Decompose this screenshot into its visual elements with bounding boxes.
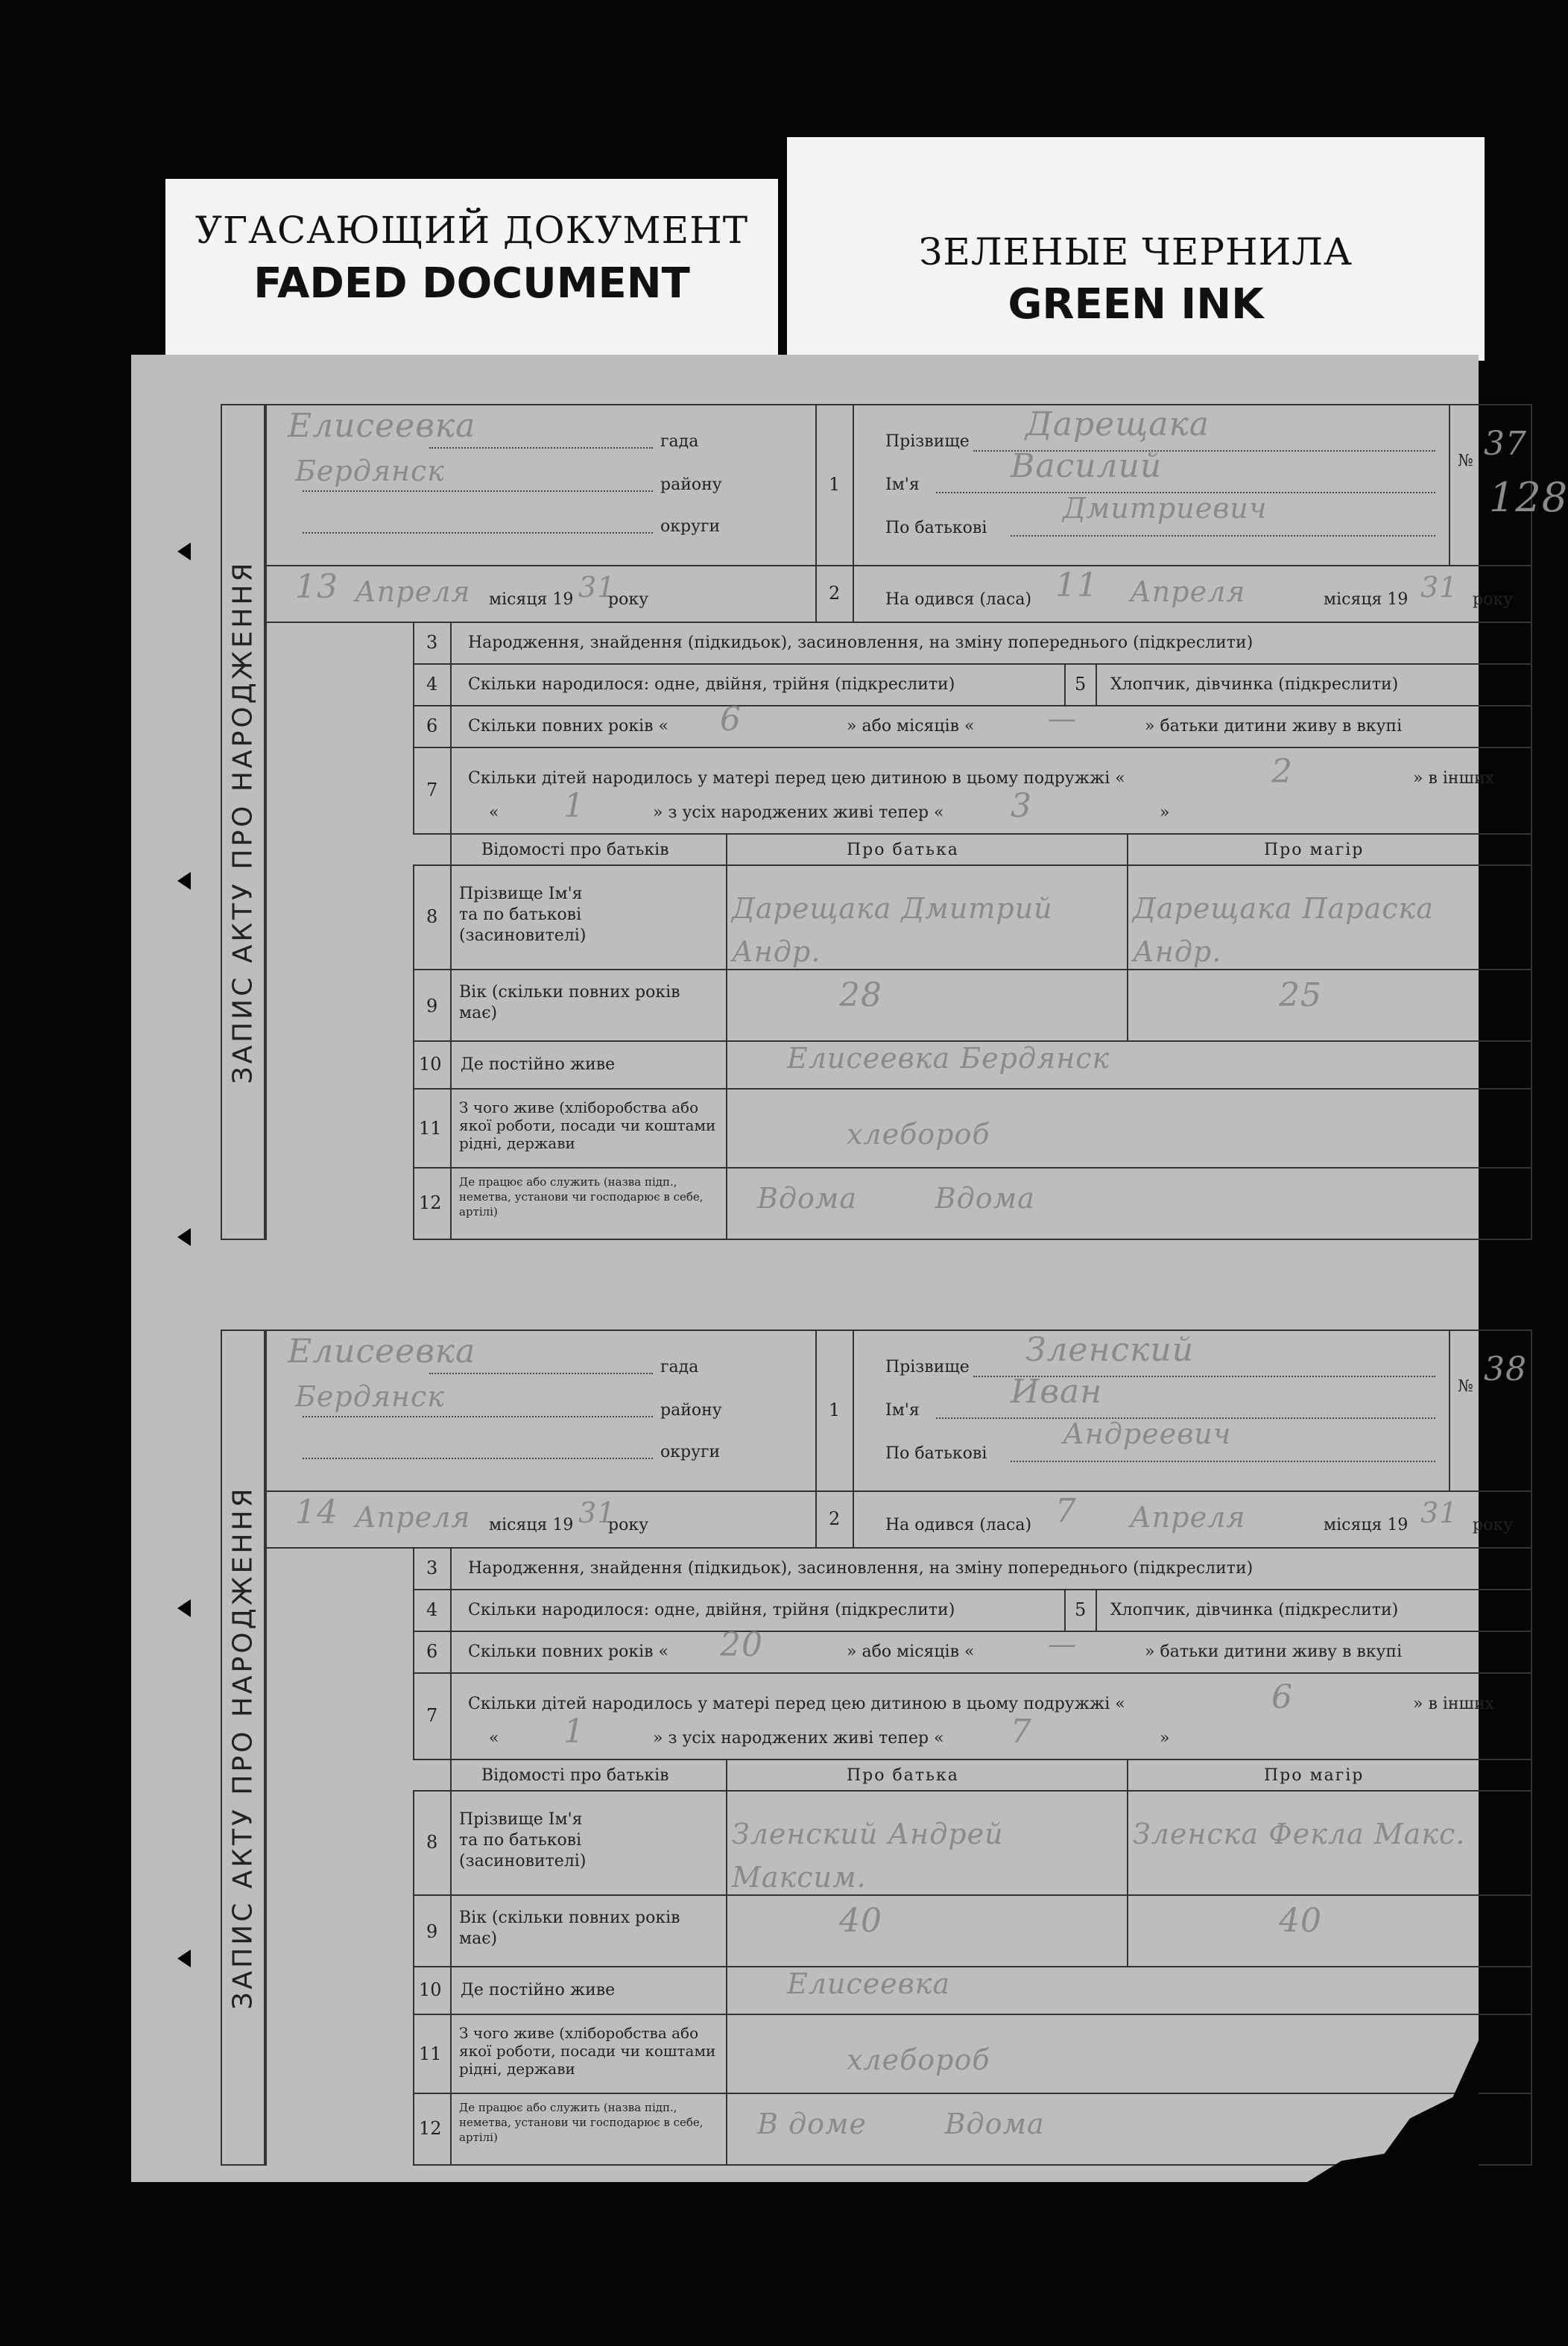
hw-residence: Елисеевка (787, 1967, 951, 2000)
okrug-label: округи (660, 1443, 721, 1461)
hw-father-name: Дарещака Дмитрий Андр. (732, 892, 1053, 968)
hw-surname: Дарещака (1025, 405, 1210, 443)
hw-birth-month: Апреля (1130, 575, 1246, 608)
faded-label-ru: УГАСАЮЩИЙ ДОКУМЕНТ (195, 209, 749, 252)
hw-years: 6 (720, 701, 742, 739)
number-sign: № (1458, 1377, 1473, 1396)
hw-residence: Елисеевка Бердянск (787, 1042, 1110, 1075)
row12-text: Де працює або служить (назва підп., неметва, установи чи господарює в себе, артілі) (459, 1175, 704, 1218)
row8-text: Прізвище Ім'я та по батькові (засиновителі) (459, 885, 587, 945)
hw-birth-day: 7 (1055, 1492, 1077, 1530)
punch-hole (177, 1950, 191, 1967)
row10-text: Де постійно живе (461, 1981, 616, 1999)
hw-day: 14 (295, 1493, 338, 1531)
hw-father-name: Зленский Андрей Максим. (732, 1818, 1004, 1894)
hw-birth-year: 31 (1420, 1496, 1458, 1529)
punch-hole (177, 1228, 191, 1246)
row-num: 1 (829, 474, 841, 495)
born-label: На одився (ласа) (885, 1516, 1032, 1534)
row6-c: » батьки дитини живу в вкупі (1145, 717, 1403, 736)
hw-mother-name: Зленска Фекла Макс. (1133, 1818, 1466, 1850)
hw-village: Елисеевка (288, 407, 476, 445)
row-num: 2 (829, 583, 841, 604)
row11-text: З чого живе (хліборобства або якої роботи, посади чи коштами рідні, держави (459, 2024, 716, 2078)
hw-number-2: 128 (1489, 474, 1568, 521)
left-column (265, 1547, 414, 2166)
hw-birth-day: 11 (1055, 566, 1098, 604)
quote-open: « (489, 1729, 499, 1748)
row-num: 11 (419, 1118, 442, 1139)
row-num: 9 (426, 996, 438, 1017)
row4-text: Скільки народилося: одне, двійня, трійня (підкреслити) (468, 1601, 955, 1619)
row4-text: Скільки народилося: одне, двійня, трійня (підкреслити) (468, 675, 955, 694)
hw-month: Апреля (355, 1501, 471, 1534)
line (1011, 1461, 1435, 1462)
hw-name: Иван (1011, 1373, 1103, 1411)
row-num: 3 (426, 1558, 438, 1578)
hw-other: 1 (563, 787, 585, 825)
row7-box (450, 747, 1532, 835)
record-page (131, 355, 1568, 2182)
hw-father-age: 28 (839, 976, 882, 1014)
hw-patronymic: Дмитриевич (1063, 492, 1268, 525)
village-label: гада (660, 1358, 699, 1376)
hw-work: Вдома Вдома (757, 1182, 1035, 1215)
row5-text: Хлопчик, дівчинка (підкреслити) (1110, 1601, 1399, 1619)
row6-b: » або місяців « (847, 1642, 975, 1661)
hw-children: 6 (1271, 1678, 1293, 1716)
row-num: 12 (419, 1192, 442, 1213)
hw-occupation: хлебороб (847, 2043, 990, 2076)
mother-header: Про магір (1264, 841, 1365, 859)
hw-occupation: хлебороб (847, 1118, 990, 1151)
row-num: 6 (426, 1641, 438, 1662)
row7-c: » з усіх народжених живі тепер « (653, 1729, 944, 1748)
row10-text: Де постійно живе (461, 1055, 616, 1074)
hw-other: 1 (563, 1713, 585, 1751)
row-num: 1 (829, 1400, 841, 1420)
year-label: року (608, 1516, 649, 1534)
row7-a: Скільки дітей народилось у матері перед цею дитиною в цьому подружжі « (468, 769, 1125, 788)
row-num: 6 (426, 715, 438, 736)
line (429, 447, 653, 449)
line (303, 532, 653, 534)
father-age-box (726, 969, 1128, 1042)
row-num: 10 (419, 1054, 442, 1075)
hw-name: Василий (1011, 447, 1163, 485)
hw-mother-age: 25 (1279, 976, 1322, 1014)
row7-b: » в інших (1413, 769, 1495, 788)
row8-text: Прізвище Ім'я та по батькові (засиновителі) (459, 1810, 587, 1871)
hw-children: 2 (1271, 753, 1293, 791)
hw-district: Бердянск (295, 455, 445, 487)
district-label: району (660, 1401, 722, 1420)
hw-months: — (1048, 1628, 1077, 1660)
hw-district: Бердянск (295, 1380, 445, 1413)
row-num: 7 (426, 780, 438, 800)
quote-close: » (1160, 1729, 1170, 1748)
parents-header: Відомості про батьків (481, 841, 669, 859)
hw-day: 13 (295, 568, 338, 606)
row7-box (450, 1672, 1532, 1760)
mother-age-box (1127, 1894, 1532, 1967)
hw-village: Елисеевка (288, 1332, 476, 1370)
row-num: 7 (426, 1705, 438, 1726)
row7-b: » в інших (1413, 1695, 1495, 1713)
number-sign: № (1458, 452, 1473, 470)
row5-text: Хлопчик, дівчинка (підкреслити) (1110, 675, 1399, 694)
row-num: 2 (829, 1508, 841, 1529)
patronymic-label: По батькові (885, 1444, 987, 1463)
punch-hole (177, 1599, 191, 1617)
year-label: року (608, 590, 649, 609)
row6-c: » батьки дитини живу в вкупі (1145, 1642, 1403, 1661)
row9-text: Вік (скільки повних років має) (459, 983, 680, 1022)
row6-b: » або місяців « (847, 717, 975, 736)
hw-months: — (1048, 702, 1077, 735)
district-label: району (660, 475, 722, 494)
row-num: 5 (1075, 674, 1087, 695)
line (303, 1416, 653, 1417)
punch-hole (177, 543, 191, 560)
month-label: місяця 19 (489, 590, 574, 609)
row-num: 8 (426, 906, 438, 927)
born-label: На одився (ласа) (885, 590, 1032, 609)
quote-open: « (489, 803, 499, 822)
month-label: місяця 19 (489, 1516, 574, 1534)
name-label: Ім'я (885, 475, 920, 494)
row3-text: Народження, знайдення (підкидьок), засиновлення, на зміну попереднього (підкреслити) (468, 633, 1254, 652)
row-num: 8 (426, 1832, 438, 1853)
row6-a: Скільки повних років « (468, 1642, 668, 1661)
okrug-label: округи (660, 517, 721, 536)
hw-year: 31 (578, 1496, 616, 1529)
surname-label: Прізвище (885, 432, 970, 451)
row-num: 3 (426, 632, 438, 653)
line (303, 1458, 653, 1459)
row-num: 11 (419, 2043, 442, 2064)
green-label-ru: ЗЕЛЕНЫЕ ЧЕРНИЛА (919, 230, 1353, 274)
hw-mother-name: Дарещака Параска Андр. (1133, 892, 1434, 968)
hw-year: 31 (578, 571, 616, 604)
row-num: 4 (426, 674, 438, 695)
hw-alive: 3 (1011, 787, 1032, 825)
row9-text: Вік (скільки повних років має) (459, 1909, 680, 1948)
hw-mother-age: 40 (1279, 1902, 1322, 1940)
father-header: Про батька (847, 841, 959, 859)
parents-header: Відомості про батьків (481, 1766, 669, 1785)
hw-month: Апреля (355, 575, 471, 608)
village-label: гада (660, 432, 699, 451)
faded-document-label (165, 179, 778, 373)
row3-text: Народження, знайдення (підкидьок), засиновлення, на зміну попереднього (підкреслити) (468, 1559, 1254, 1578)
row-num: 9 (426, 1921, 438, 1942)
row-num: 12 (419, 2118, 442, 2139)
hw-years: 20 (720, 1626, 763, 1664)
father-age-box (726, 1894, 1128, 1967)
hw-patronymic: Андреевич (1063, 1417, 1232, 1450)
patronymic-label: По батькові (885, 519, 987, 537)
hw-birth-year: 31 (1420, 571, 1458, 604)
month-label-2: місяця 19 (1324, 1516, 1409, 1534)
row11-text: З чого живе (хліборобства або якої роботи, посади чи коштами рідні, держави (459, 1098, 716, 1152)
name-label: Ім'я (885, 1401, 920, 1420)
green-ink-label (787, 137, 1485, 361)
side-title-box (221, 404, 265, 1240)
row7-c: » з усіх народжених живі тепер « (653, 803, 944, 822)
row-num: 4 (426, 1599, 438, 1620)
hw-alive: 7 (1011, 1713, 1032, 1751)
side-title: ЗАПИС АКТУ ПРО НАРОДЖЕННЯ (227, 1485, 259, 2010)
father-header: Про батька (847, 1766, 959, 1785)
year-label-2: року (1473, 590, 1514, 609)
row-num: 5 (1075, 1599, 1087, 1620)
mother-header: Про магір (1264, 1766, 1365, 1785)
line (303, 490, 653, 492)
quote-close: » (1160, 803, 1170, 822)
side-title: ЗАПИС АКТУ ПРО НАРОДЖЕННЯ (227, 560, 259, 1084)
left-column (265, 622, 414, 1240)
punch-hole (177, 872, 191, 890)
hw-number: 37 (1484, 425, 1527, 463)
line (429, 1373, 653, 1374)
hw-birth-month: Апреля (1130, 1501, 1246, 1534)
row6-a: Скільки повних років « (468, 717, 668, 736)
hw-surname: Зленский (1025, 1331, 1195, 1369)
line (1011, 535, 1435, 537)
surname-label: Прізвище (885, 1358, 970, 1376)
mother-age-box (1127, 969, 1532, 1042)
green-label-en: GREEN INK (1008, 280, 1264, 329)
hw-work: В доме Вдома (757, 2108, 1045, 2140)
year-label-2: року (1473, 1516, 1514, 1534)
hw-father-age: 40 (839, 1902, 882, 1940)
row-num: 10 (419, 1979, 442, 2000)
row12-text: Де працює або служить (назва підп., неметва, установи чи господарює в себе, артілі) (459, 2101, 704, 2144)
faded-label-en: FADED DOCUMENT (253, 259, 690, 308)
row7-a: Скільки дітей народилось у матері перед цею дитиною в цьому подружжі « (468, 1695, 1125, 1713)
hw-number: 38 (1484, 1350, 1527, 1388)
month-label-2: місяця 19 (1324, 590, 1409, 609)
side-title-box (221, 1329, 265, 2166)
